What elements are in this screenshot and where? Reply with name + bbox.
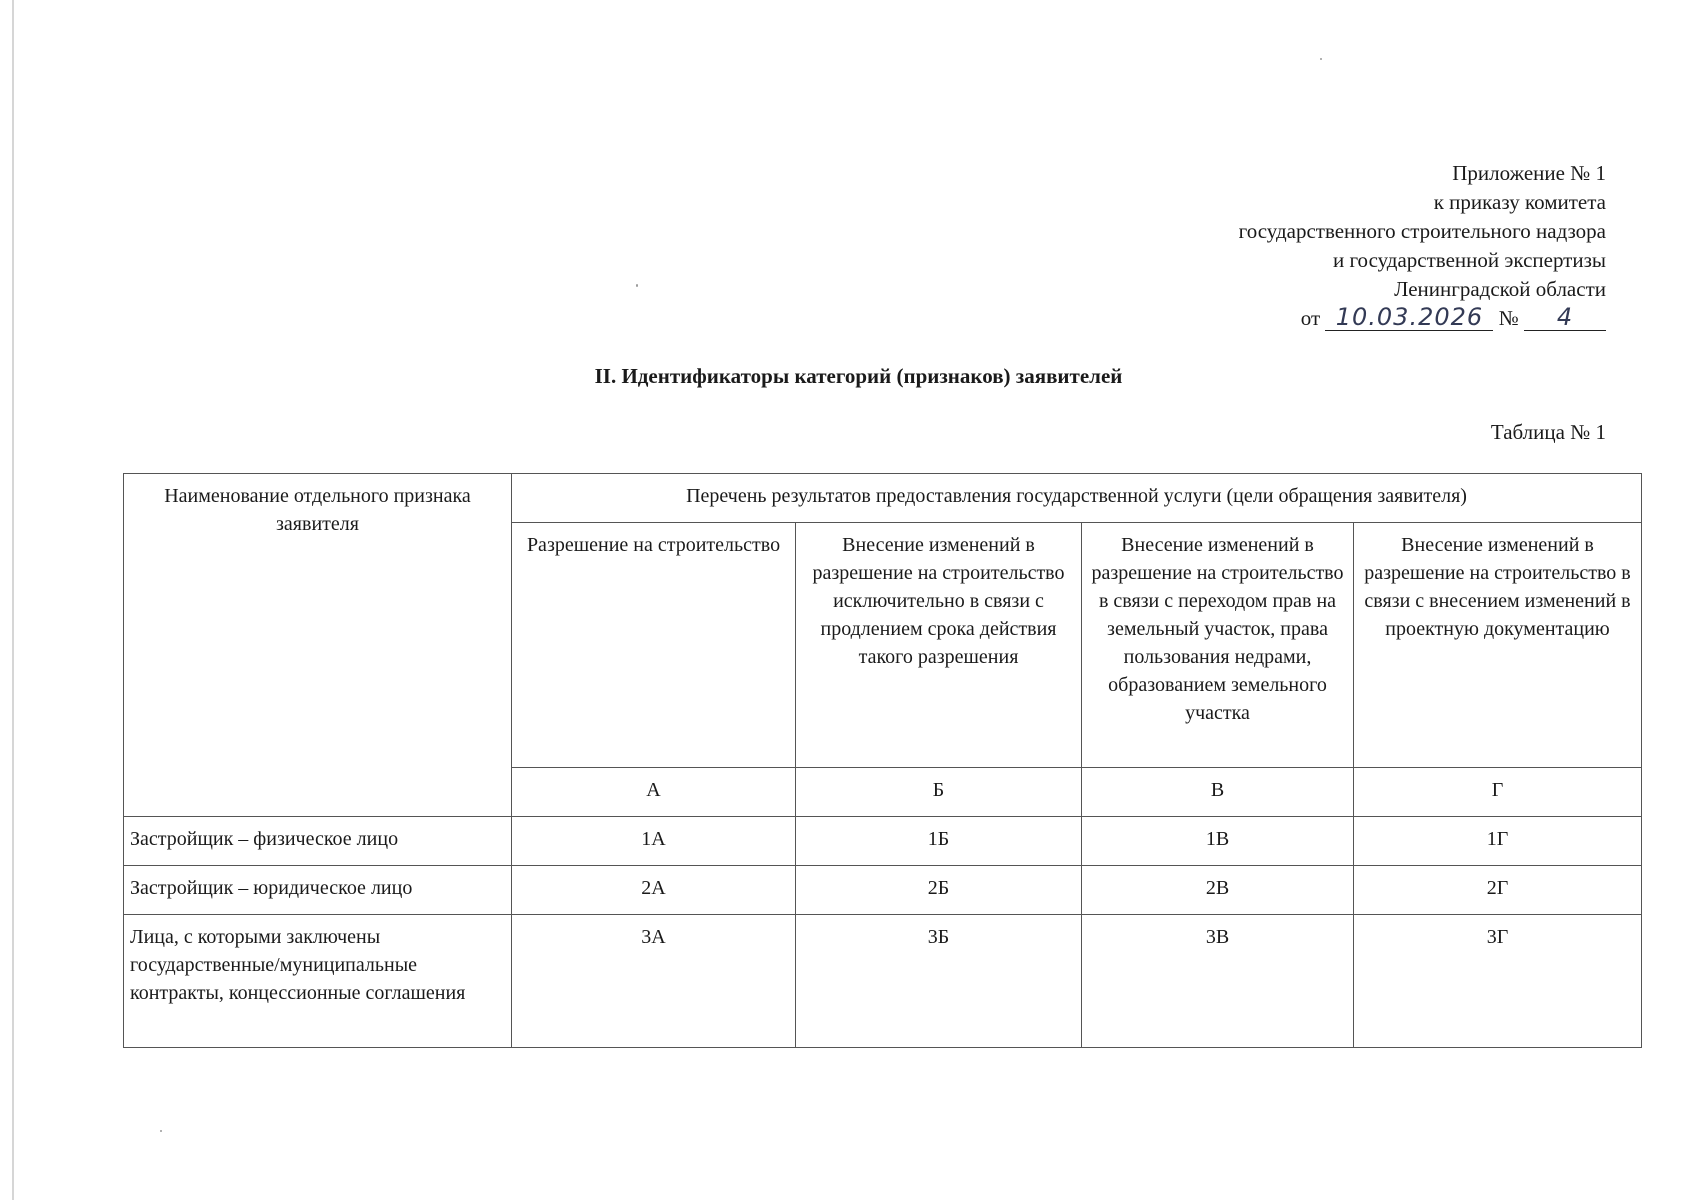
scan-speck <box>1320 58 1322 60</box>
identifier-cell: 1В <box>1082 817 1354 866</box>
table-row <box>124 817 1642 866</box>
column-header-cell: Внесение изменений в разрешение на строительство в связи с переходом прав на земельный участок, права пользования недрами, образованием земельного участка <box>1082 523 1354 768</box>
column-code-cell: А <box>512 768 796 817</box>
appendix-line: к приказу комитета <box>1433 190 1606 214</box>
identifier-cell: 3А <box>512 915 796 1048</box>
appendix-line: государственного строительного надзора <box>1238 219 1606 243</box>
scan-page-edge <box>12 0 14 1200</box>
table-row <box>124 915 1642 1048</box>
section-title: II. Идентификаторы категорий (признаков) заявителей <box>594 364 1123 388</box>
row-label-cell: Застройщик – физическое лицо <box>124 817 512 866</box>
order-date-number-line <box>1239 304 1606 333</box>
column-header-cell: Внесение изменений в разрешение на строительство исключительно в связи с продлением срока действия такого разрешения <box>796 523 1082 768</box>
scan-speck <box>160 1130 162 1132</box>
appendix-line: Ленинградской области <box>1394 277 1606 301</box>
identifier-cell: 1Б <box>796 817 1082 866</box>
column-code-cell: Г <box>1354 768 1642 817</box>
identifier-cell: 2Г <box>1354 866 1642 915</box>
identifier-cell: 1Г <box>1354 817 1642 866</box>
applicant-categories-table <box>123 473 1642 1048</box>
identifier-cell: 2Б <box>796 866 1082 915</box>
table-row <box>124 866 1642 915</box>
scan-speck <box>636 284 638 287</box>
identifier-cell: 3Б <box>796 915 1082 1048</box>
table-caption: Таблица № 1 <box>1490 420 1606 444</box>
identifier-cell: 3В <box>1082 915 1354 1048</box>
identifier-cell: 3Г <box>1354 915 1642 1048</box>
column-code-cell: Б <box>796 768 1082 817</box>
number-label: № <box>1498 306 1519 330</box>
row-label-cell: Лица, с которыми заключены государственные/муниципальные контракты, концессионные соглашения <box>124 915 512 1048</box>
table-header-row <box>124 474 1642 523</box>
column-code-cell: В <box>1082 768 1354 817</box>
corner-header-cell: Наименование отдельного признака заявителя <box>124 474 512 817</box>
row-label-cell: Застройщик – юридическое лицо <box>124 866 512 915</box>
identifier-cell: 1А <box>512 817 796 866</box>
column-header-cell: Разрешение на строительство <box>512 523 796 768</box>
identifier-cell: 2А <box>512 866 796 915</box>
appendix-header <box>1239 159 1606 333</box>
column-header-cell: Внесение изменений в разрешение на строительство в связи с внесением изменений в проектную документацию <box>1354 523 1642 768</box>
appendix-line: Приложение № 1 <box>1452 161 1606 185</box>
identifier-cell: 2В <box>1082 866 1354 915</box>
group-header-cell: Перечень результатов предоставления государственной услуги (цели обращения заявителя) <box>512 474 1642 523</box>
appendix-line: и государственной экспертизы <box>1332 248 1606 272</box>
handwritten-date: 10.03.2026 <box>1325 304 1493 331</box>
from-label: от <box>1300 306 1321 330</box>
handwritten-number: 4 <box>1524 304 1606 331</box>
